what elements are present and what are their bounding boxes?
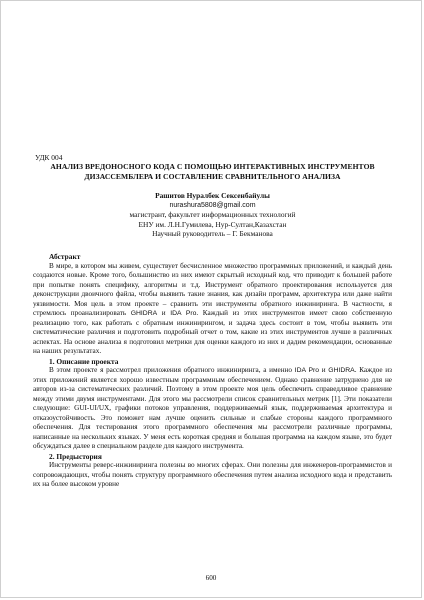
abstract-paragraph: [33, 262, 392, 357]
author-block: [33, 191, 392, 239]
supervisor: Научный руководитель – Г. Бекманова: [152, 229, 273, 239]
abstract-and: и: [157, 309, 171, 318]
abstract-text-1: В мире, в котором мы живем, существует бесчисленное множество программных приложений, и каждый день создаются новые. Кроме того, большинство из них имеют скрытый исходный код, что приводит к большей работе при попытке понять специфику, алгоритмы и т.д. Инструмент обратного проектирования используется для деконструкции двоичного файла, чтобы выявить такие знания, как дизайн программ, архитектура или даже найти уязвимости. Моя цель в этом проекте – сравнить эти инструменты обратного инжиниринга. В частности, я стремлюсь проанализировать: [33, 261, 392, 318]
tool-name-ida: IDA Pro: [170, 310, 197, 318]
page-content: [33, 153, 392, 490]
section2-paragraph: Инструменты реверс-инжиниринга полезны во многих сферах. Они полезны для инженеров-программистов и сопровождающих, чтобы понять структуру программного обеспечения путем анализа исходного кода и представить их на более высоком уровне: [33, 461, 392, 489]
abstract-heading: Абстракт: [49, 251, 81, 261]
paper-title: АНАЛИЗ ВРЕДОНОСНОГО КОДА С ПОМОЩЬЮ ИНТЕРАКТИВНЫХ ИНСТРУМЕНТОВ ДИЗАССЕМБЛЕРА И СОСТАВЛЕНИЕ СРАВНИТЕЛЬНОГО АНАЛИЗА: [50, 162, 375, 181]
section1-heading: 1. Описание проекта: [49, 356, 119, 366]
tool-name-ghidra: GHIDRA: [130, 310, 158, 318]
section1-text-2: . Каждое из этих приложений является хорошо известным программным обеспечением. Однако сравнение затруднено для не авторов из-за систематических различий. Поэтому в этом проекте моя цель обеспечить справедливое сравнение между этими двумя инструментами. Для этого мы рассмотрели список сравнительных метрик [1]. Эти показатели следующие: GUI-UI/UX, графики потоков управления, поддерживаемый язык, поддерживаемая архитектура и отказоустойчивость. Это поможет нам лучше оценить сильные и слабые стороны каждого программного обеспечения. Для тестирования этого программного обеспечения мы рассмотрели различные программы, написанные на нескольких языках. У меня есть короткая средняя и большая программа на каждом языке, это будет обсуждаться далее в специальном разделе для каждого инструмента.: [33, 366, 392, 451]
tool-name-ghidra: GHIDRA: [328, 367, 355, 375]
page-number: 600: [205, 574, 217, 582]
tool-name-ida: IDA Pro: [294, 367, 320, 375]
author-email[interactable]: nurashura5808@gmail.com: [169, 201, 256, 209]
author-name: Рашитов Нуралбек Сексенбайулы: [155, 191, 270, 200]
section2-heading: 2. Предыстория: [49, 451, 102, 461]
section1-paragraph: [33, 366, 392, 452]
author-affiliation: ЕНУ им. Л.Н.Гумилева, Нур-Султан,Казахстан: [138, 219, 287, 229]
section1-text-1: В этом проекте я рассмотрел приложения обратного инжиниринга, а именно: [49, 366, 292, 375]
section1-and: и: [319, 366, 329, 375]
udk-code: УДК 004: [35, 153, 63, 162]
author-position: магистрант, факультет информационных технологий: [129, 210, 296, 220]
abstract-text-2: . Каждый из этих инструментов имеет свою собственную реализацию того, как работать с обратным инжинирингом, и задача здесь состоит в том, чтобы выявить эти систематические различия и подготовить подробный отчет о том, какие из этих инструментов лучше в различных аспектах. На основе анализа я подготовил метрики для оценки каждого из них и дадим рекомендации, основанные на наших результатах.: [33, 309, 392, 356]
